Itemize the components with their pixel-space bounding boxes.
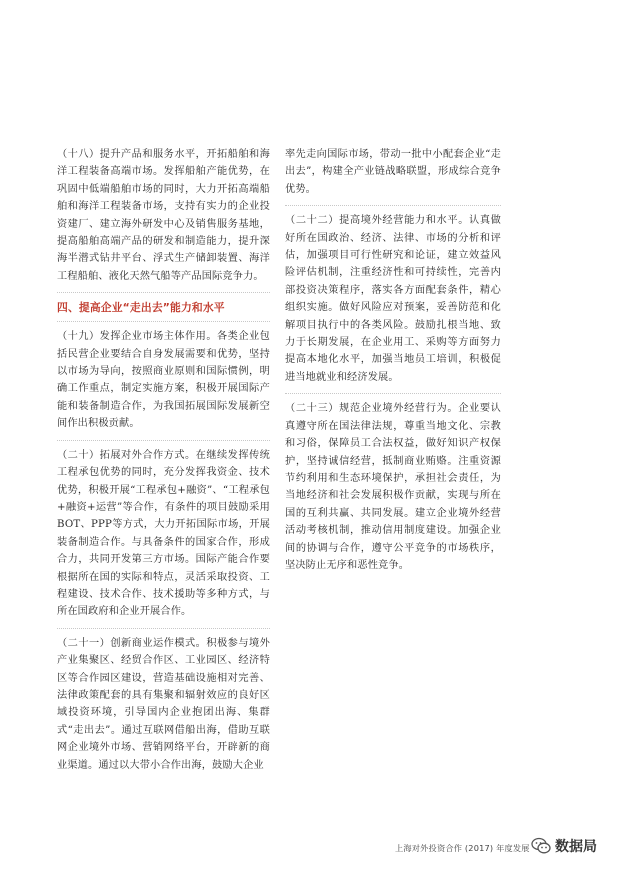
watermark-text: 数据局 xyxy=(555,839,597,855)
divider xyxy=(285,205,501,206)
divider xyxy=(57,292,270,293)
paragraph-22: （二十二）提高境外经营能力和水平。认真做好所在国政治、经济、法律、市场的分析和评估，加强项目可行性研究和论证，建立效益风险评估机制，注重经济性和可持续性，完善内部投资决策程序，落实各方面配套条件，精心组织实施。做好风险应对预案，妥善防范和化解项目执行中的各类风险。鼓励扎根当地、致力于长期发展，在企业用工、采购等方面努力提高本地化水平，加强当地员工培训，积极促进当地就业和经济发展。 xyxy=(285,215,501,383)
paragraph-21-continued: 率先走向国际市场，带动一批中小配套企业“走出去”，构建全产业链战略联盟，形成综合竞争优势。 xyxy=(285,149,501,195)
right-column xyxy=(285,146,501,581)
divider xyxy=(285,393,501,394)
paragraph-19: （十九）发挥企业市场主体作用。各类企业包括民营企业要结合自身发展需要和优势，坚持以市场为导向，按照商业原则和国际惯例，明确工作重点，制定实施方案，积极开展国际产能和装备制造合作，为我国拓展国际发展新空间作出积极贡献。 xyxy=(57,331,270,430)
divider xyxy=(57,321,270,322)
divider xyxy=(57,628,270,629)
left-column xyxy=(57,146,270,781)
watermark xyxy=(531,836,597,856)
paragraph-20: （二十）拓展对外合作方式。在继续发挥传统工程承包优势的同时，充分发挥我资金、技术优势，积极开展“工程承包+融资”、“工程承包+融资+运营”等合作，有条件的项目鼓励采用BOT、PPP等方式，大力开拓国际市场，开展装备制造合作。与具备条件的国家合作，形成合力，共同开发第三方市场。国际产能合作要根据所在国的实际和特点，灵活采取投资、工程建设、技术合作、技术援助等多种方式，与所在国政府和企业开展合作。 xyxy=(57,449,270,618)
paragraph-21: （二十一）创新商业运作模式。积极参与境外产业集聚区、经贸合作区、工业园区、经济特区等合作园区建设，营造基础设施相对完善、法律政策配套的具有集聚和辐射效应的良好区域投资环境，引导国内企业抱团出海、集群式“走出去”。通过互联网借船出海，借助互联网企业境外市场、营销网络平台，开辟新的商业渠道。通过以大带小合作出海，鼓励大企业 xyxy=(57,637,270,771)
footer-report-title: 上海对外投资合作 (2017) 年度发展 xyxy=(395,843,530,853)
paragraph-18: （十八）提升产品和服务水平，开拓船舶和海洋工程装备高端市场。发挥船舶产能优势，在巩固中低端船舶市场的同时，大力开拓高端船舶和海洋工程装备市场，支持有实力的企业投资建厂、建立海外研发中心及销售服务基地，提高船舶高端产品的研发和制造能力，提升深海半潜式钻井平台、浮式生产储卸装置、海洋工程船舶、液化天然气船等产品国际竞争力。 xyxy=(57,149,270,282)
paragraph-23: （二十三）规范企业境外经营行为。企业要认真遵守所在国法律法规，尊重当地文化、宗教和习俗，保障员工合法权益，做好知识产权保护，坚持诚信经营，抵制商业贿赂。注重资源节约利用和生态环境保护，承担社会责任，为当地经济和社会发展积极作贡献，实现与所在国的互利共赢、共同发展。建立企业境外经营活动考核机制，推动信用制度建设。加强企业间的协调与合作，遵守公平竞争的市场秩序，坚决防止无序和恶性竞争。 xyxy=(285,403,501,571)
section-heading: 四、提高企业“走出去”能力和水平 xyxy=(57,301,225,315)
divider xyxy=(57,440,270,441)
wechat-bubble-icon xyxy=(531,837,551,855)
